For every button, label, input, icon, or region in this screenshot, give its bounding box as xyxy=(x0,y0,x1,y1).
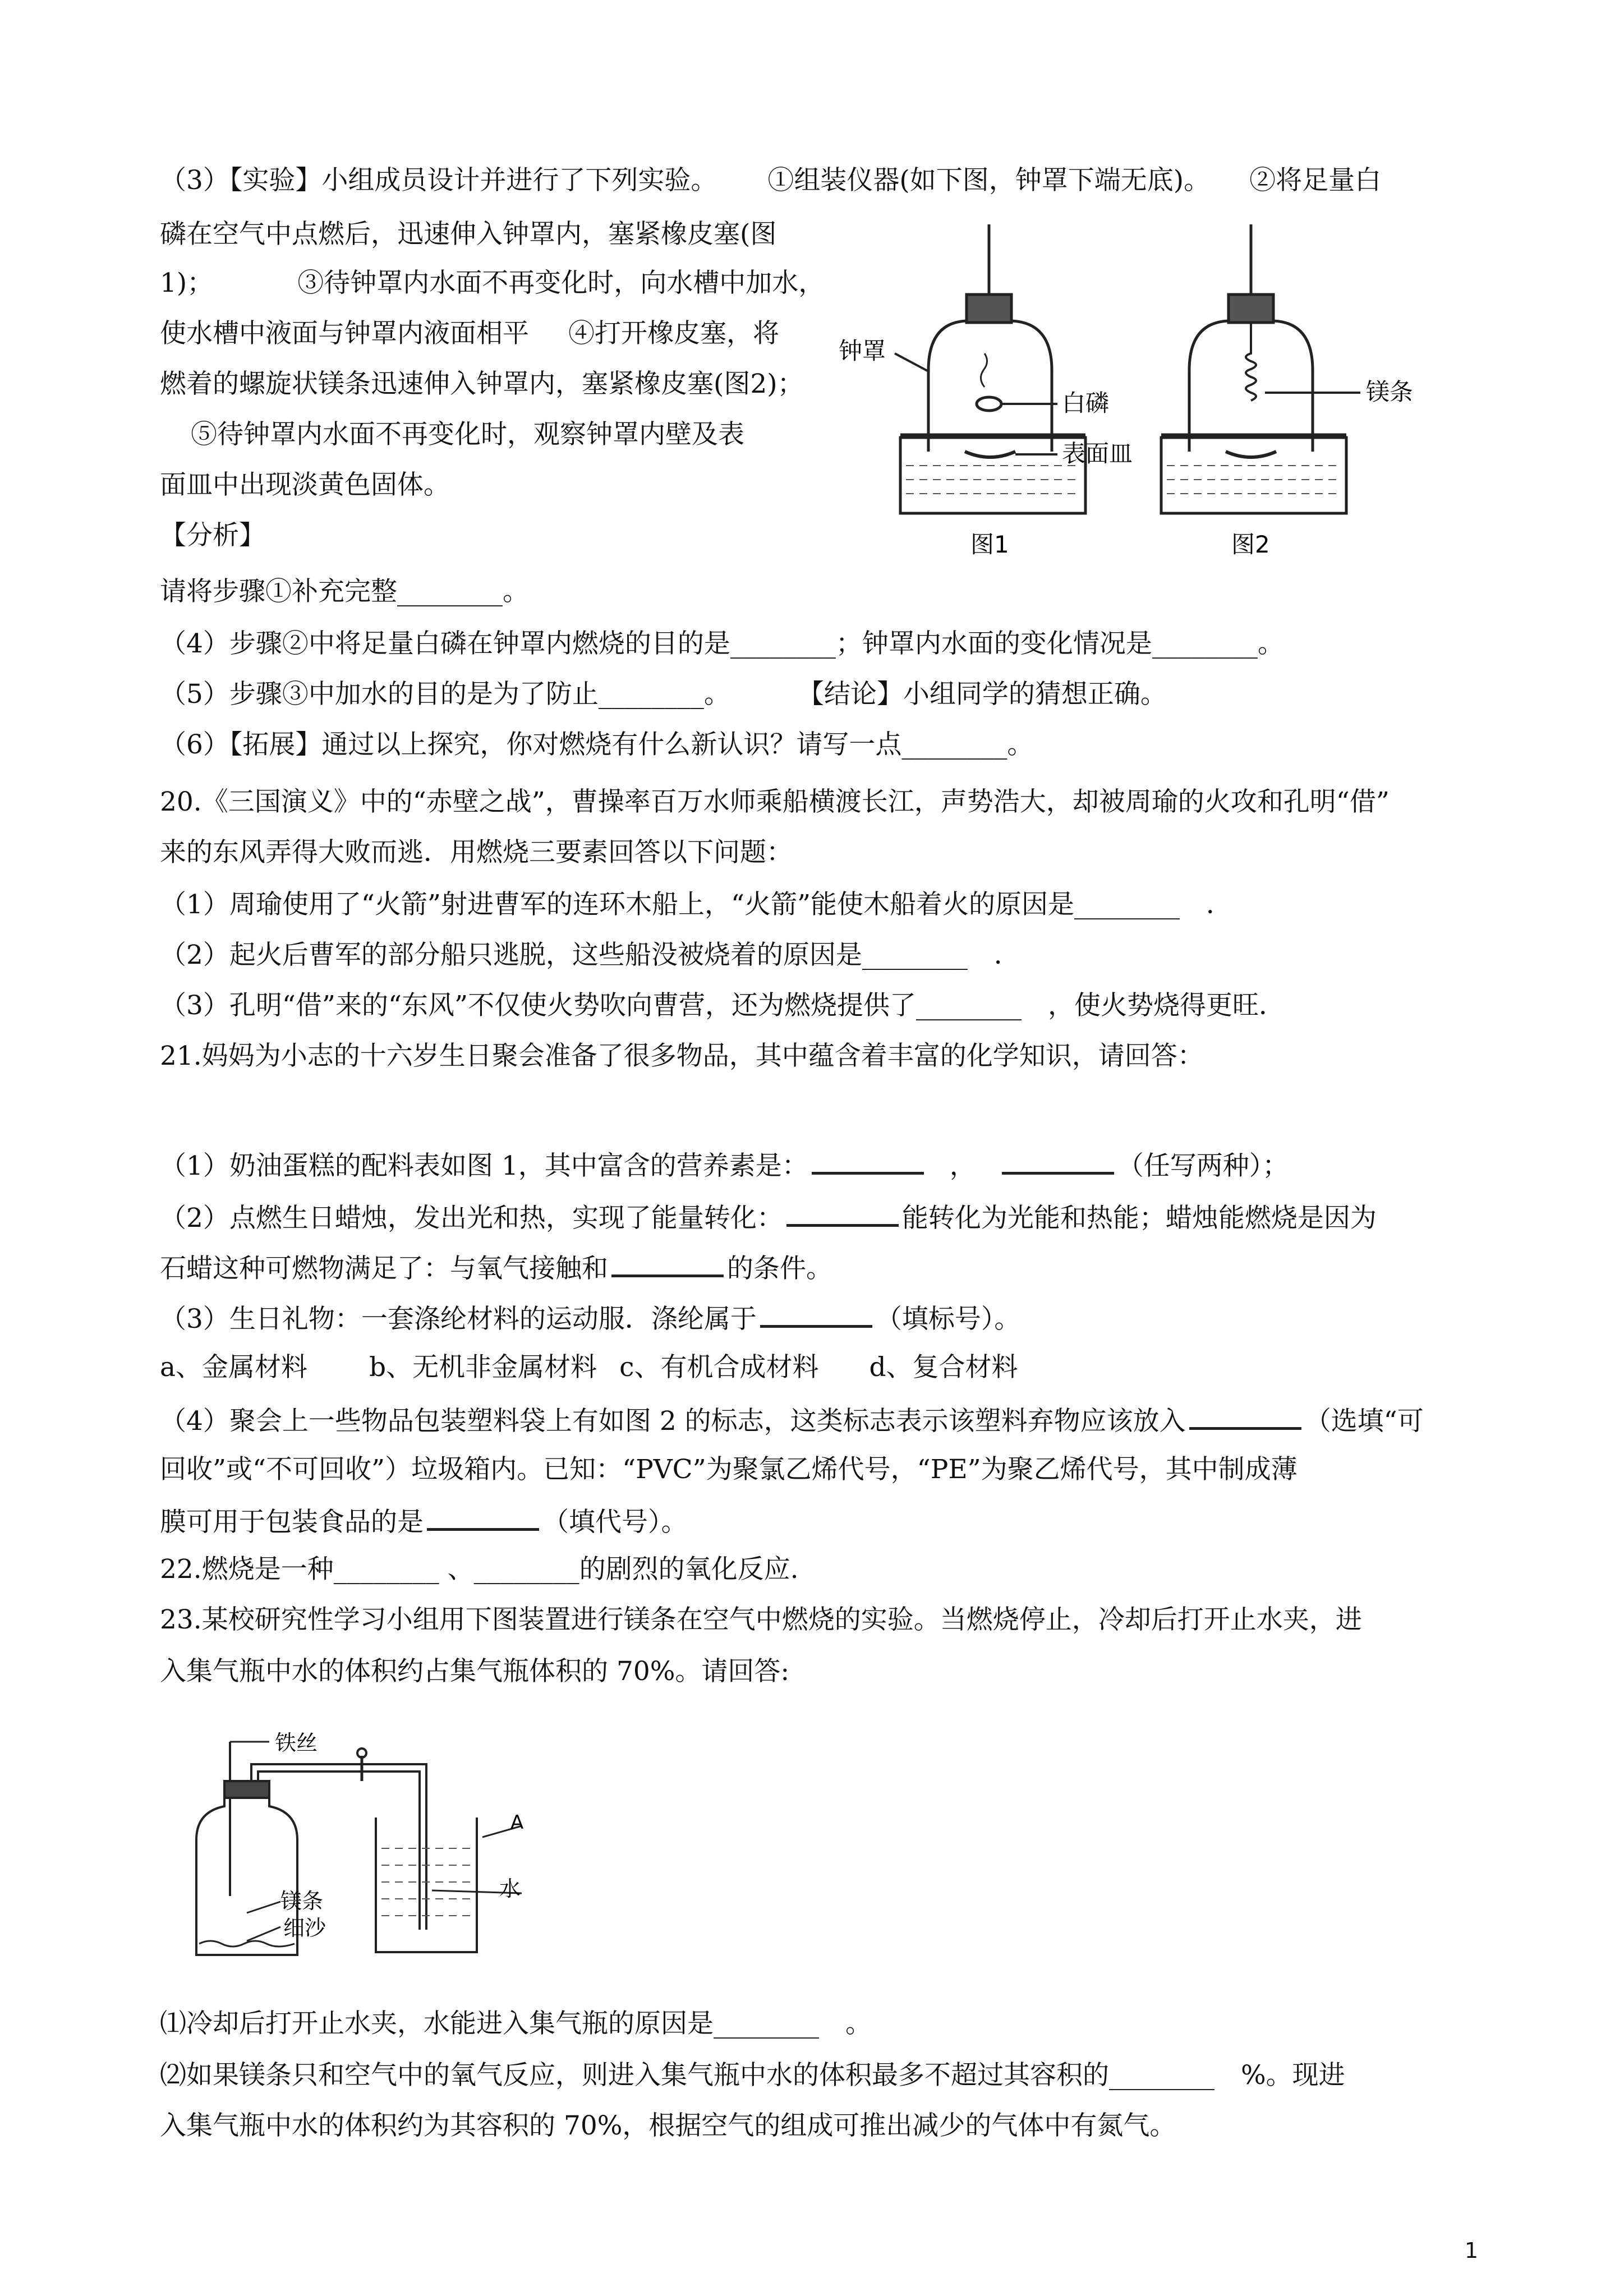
option-a: a、金属材料 xyxy=(160,1352,308,1383)
label-meitiao: 镁条 xyxy=(280,1889,324,1913)
q19-part-4: （4）步骤②中将足量白磷在钟罩内燃烧的目的是________；钟罩内水面的变化情况是________。 xyxy=(160,628,1284,659)
label-biaomianmin: 表面皿 xyxy=(1062,440,1133,467)
q19-part-6: （6）【拓展】通过以上探究，你对燃烧有什么新认识？请写一点________。 xyxy=(160,729,1034,760)
label-shui: 水 xyxy=(499,1876,521,1901)
q21-part-2: （2）点燃生日蜡烛，发出光和热，实现了能量转化： 能转化为光能和热能；蜡烛能燃烧是因为 xyxy=(160,1199,1377,1235)
q19-line-3: 1)； ③待钟罩内水面不再变化时，向水槽中加水， xyxy=(160,268,825,298)
gas-jar-apparatus-figure xyxy=(185,1728,533,1975)
answer-blank[interactable] xyxy=(427,1503,539,1531)
q21-part-3: （3）生日礼物：一套涤纶材料的运动服．涤纶属于 （填标号）。 xyxy=(160,1300,1020,1336)
caption-fig1: 图1 xyxy=(970,531,1009,558)
label-bailin: 白磷 xyxy=(1062,389,1110,417)
answer-blank[interactable] xyxy=(611,1250,724,1277)
q21-part-4: （4）聚会上一些物品包装塑料袋上有如图 2 的标志，这类标志表示该塑料弃物应该放入 （选填“可 xyxy=(160,1402,1424,1438)
q20-part-2: （2）起火后曹军的部分船只逃脱，这些船没被烧着的原因是________ ． xyxy=(160,940,1020,970)
q21-line-1: 21.妈妈为小志的十六岁生日聚会准备了很多物品，其中蕴含着丰富的化学知识，请回答： xyxy=(160,1041,1204,1071)
answer-blank[interactable] xyxy=(812,1147,924,1175)
q22-line: 22.燃烧是一种________ 、________的剧烈的氧化反应. xyxy=(160,1554,799,1585)
analysis-heading: 【分析】 xyxy=(160,520,265,551)
q23-part-2b: 入集气瓶中水的体积约为其容积的 70%，根据空气的组成可推出减少的气体中有氮气。 xyxy=(160,2110,1176,2141)
label-zhongzhao: 钟罩 xyxy=(839,337,886,365)
q19-line-1: （3）【实验】小组成员设计并进行了下列实验。 ①组装仪器(如下图，钟罩下端无底)。 ②将足量白 xyxy=(160,165,1382,196)
caption-fig2: 图2 xyxy=(1231,531,1270,558)
answer-blank[interactable] xyxy=(786,1199,899,1227)
bell-jar-figure xyxy=(839,224,1495,561)
q21-part-4b: 回收”或“不可回收”）垃圾箱内。已知：“PVC”为聚氯乙烯代号，“PE”为聚乙烯代号，其中制成薄 xyxy=(160,1454,1298,1485)
option-b: b、无机非金属材料 xyxy=(369,1352,597,1383)
answer-blank[interactable] xyxy=(1002,1147,1114,1175)
answer-blank[interactable] xyxy=(1189,1402,1301,1430)
q23-line-1: 23.某校研究性学习小组用下图装置进行镁条在空气中燃烧的实验。当燃烧停止，冷却后打开止水夹，进 xyxy=(160,1604,1362,1635)
q19-line-4: 使水槽中液面与钟罩内液面相平 ④打开橡皮塞，将 xyxy=(160,318,779,349)
option-d: d、复合材料 xyxy=(869,1352,1018,1383)
answer-blank[interactable] xyxy=(760,1300,872,1328)
label-xisha: 细沙 xyxy=(283,1916,326,1940)
q19-line-7: 面皿中出现淡黄色固体。 xyxy=(160,470,450,500)
label-tiesi: 铁丝 xyxy=(275,1731,318,1755)
label-meitiao: 镁条 xyxy=(1366,378,1414,406)
analysis-text: 请将步骤①补充完整________。 xyxy=(160,576,529,607)
label-a: A xyxy=(510,1811,524,1834)
option-c: c、有机合成材料 xyxy=(619,1352,819,1383)
q23-line-2: 入集气瓶中水的体积约占集气瓶体积的 70%。请回答: xyxy=(160,1656,790,1687)
q21-part-4c: 膜可用于包装食品的是 （填代号）。 xyxy=(160,1503,688,1539)
q20-part-1: （1）周瑜使用了“火箭”射进曹军的连环木船上，“火箭”能使木船着火的原因是________ ． xyxy=(160,889,1233,920)
q21-options xyxy=(160,1351,1018,1384)
q19-part-5: （5）步骤③中加水的目的是为了防止________。 【结论】小组同学的猜想正确。 xyxy=(160,679,1167,710)
q20-line-2: 来的东风弄得大败而逃．用燃烧三要素回答以下问题： xyxy=(160,837,793,868)
q20-part-3: （3）孔明“借”来的“东风”不仅使火势吹向曹营，还为燃烧提供了________ ，使火势烧得更旺． xyxy=(160,990,1286,1021)
q19-line-5: 燃着的螺旋状镁条迅速伸入钟罩内，塞紧橡皮塞(图2)； xyxy=(160,369,804,399)
q19-line-6: ⑤待钟罩内水面不再变化时，观察钟罩内壁及表 xyxy=(191,419,744,450)
q21-part-1: （1）奶油蛋糕的配料表如图 1，其中富含的营养素是： ， （任写两种）； xyxy=(160,1147,1289,1183)
q20-line-1: 20.《三国演义》中的“赤壁之战”，曹操率百万水师乘船横渡长江，声势浩大，却被周瑜的火攻和孔明“借” xyxy=(160,786,1390,817)
q21-part-2b: 石蜡这种可燃物满足了：与氧气接触和 的条件。 xyxy=(160,1250,832,1286)
q23-part-1: ⑴冷却后打开止水夹，水能进入集气瓶的原因是________ 。 xyxy=(160,2008,872,2039)
q23-part-2: ⑵如果镁条只和空气中的氧气反应，则进入集气瓶中水的体积最多不超过其容积的________ %。现进 xyxy=(160,2060,1345,2091)
q19-line-2: 磷在空气中点燃后，迅速伸入钟罩内，塞紧橡皮塞(图 xyxy=(160,219,777,250)
page-number: 1 xyxy=(1464,2238,1478,2263)
